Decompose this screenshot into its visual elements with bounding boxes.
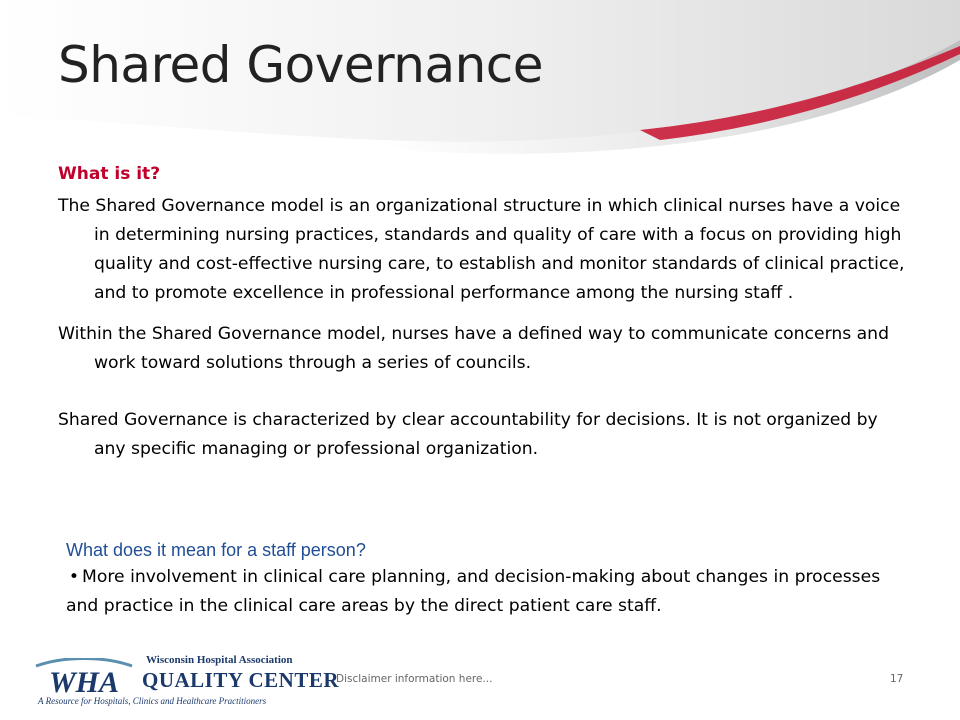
staff-bullet xyxy=(66,563,916,621)
wha-logo xyxy=(34,648,340,710)
paragraph-accountability: Shared Governance is characterized by clear accountability for decisions. It is not organized by any specific managing or professional organization. xyxy=(58,410,878,459)
paragraph-councils: Within the Shared Governance model, nurses have a defined way to communicate concerns and work toward solutions through a series of councils. xyxy=(58,324,889,373)
logo-tagline: A Resource for Hospitals, Clinics and Healthcare Practitioners xyxy=(38,696,267,706)
slide-title: Shared Governance xyxy=(58,36,544,94)
subheading-what-is-it: What is it? xyxy=(58,164,161,184)
logo-text-quality-center: QUALITY CENTER xyxy=(142,668,340,692)
staff-bullet-text: More involvement in clinical care planning, and decision-making about changes in processes and practice in the clinical care areas by the direct patient care staff. xyxy=(66,567,881,616)
bullet-icon: • xyxy=(68,567,80,587)
logo-text-association: Wisconsin Hospital Association xyxy=(146,654,293,666)
staff-section xyxy=(66,540,916,621)
staff-question: What does it mean for a staff person? xyxy=(66,540,366,560)
logo-mark-text: WHA xyxy=(48,666,120,698)
slide-body xyxy=(58,164,908,476)
footer-disclaimer: Disclaimer information here... xyxy=(336,673,493,685)
paragraph-definition: The Shared Governance model is an organizational structure in which clinical nurses have a voice in determining nursing practices, standards and quality of care with a focus on providing high quality and cost-effective nursing care, to establish and monitor standards of clinical practice, and to promote excellence in professional performance among the nursing staff . xyxy=(58,196,905,303)
slide-page-number: 17 xyxy=(890,673,904,685)
wha-logo-mark-icon xyxy=(34,658,134,698)
